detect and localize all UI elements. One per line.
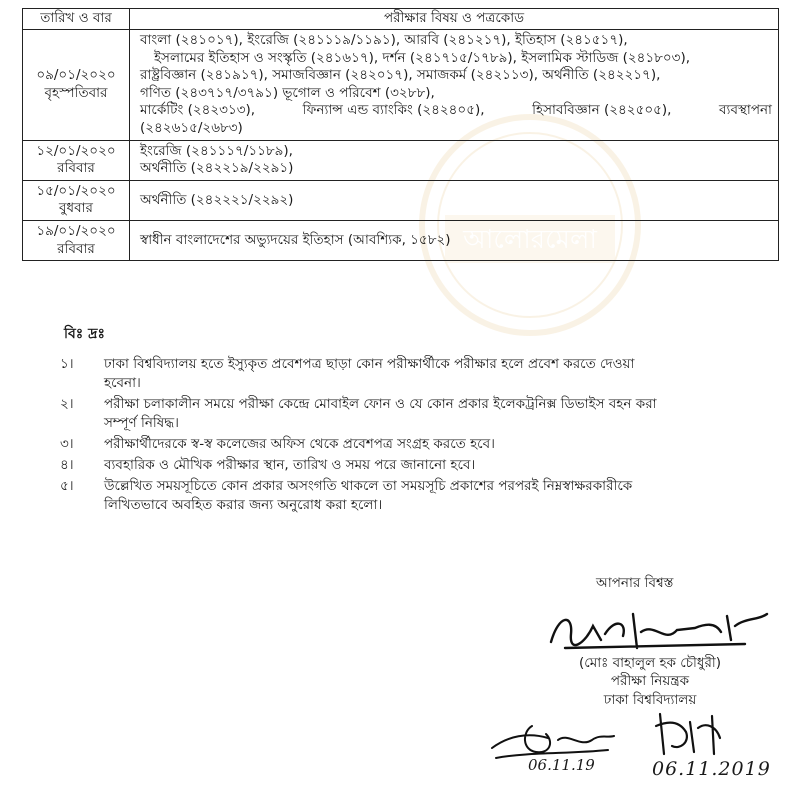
subject-item: হিসাববিজ্ঞান (২৪২৫০৫),	[532, 102, 672, 119]
column-header-subject: পরীক্ষার বিষয় ও পত্রকোড	[130, 9, 779, 30]
exam-date: ০৯/০১/২০২০	[36, 67, 116, 84]
exam-day: রবিবার	[57, 160, 95, 177]
initials-scribble-icon	[650, 708, 730, 760]
signatory-office: ঢাকা বিশ্ববিদ্যালয়	[603, 692, 697, 708]
subject-line: অর্থনীতি (২৪২২২১/২২৯২)	[140, 191, 294, 208]
handwritten-date: 06.11.19	[528, 756, 595, 774]
note-number: ১।	[60, 356, 74, 372]
subject-item: মার্কেটিং (২৪২৩১৩),	[140, 102, 256, 119]
note-number: ৪।	[60, 457, 74, 473]
subject-line: ইসলামের ইতিহাস ও সংস্কৃতি (২৪১৬১৭), দর্শন (২৪১৭১৫/১৭৮৯), ইসলামিক স্টাডিজ (২৪১৮০৩),	[154, 49, 691, 66]
note-number: ৩।	[60, 436, 74, 452]
date-cell	[23, 180, 130, 220]
note-text: হবেনা।	[104, 375, 141, 391]
date-cell	[23, 220, 130, 260]
date-cell	[23, 30, 130, 141]
list-item	[60, 435, 760, 454]
subject-line: ইংরেজি (২৪১১১৭/১১৮৯),	[140, 142, 293, 159]
note-number: ২।	[60, 396, 74, 412]
subject-cell	[130, 30, 779, 141]
exam-schedule-table	[22, 8, 779, 261]
signatory-name: (মোঃ বাহালুল হক চৌধুরী)	[578, 655, 722, 671]
closing-text: আপনার বিশ্বস্ত	[596, 575, 674, 591]
subject-line: অর্থনীতি (২৪২২১৯/২২৯১)	[140, 160, 294, 177]
table-row	[23, 180, 779, 220]
subject-line: (২৪২৬১৫/২৬৮৩)	[140, 119, 243, 136]
note-text: সম্পূর্ণ নিষিদ্ধ।	[104, 415, 179, 431]
table-row	[23, 140, 779, 180]
list-item	[60, 477, 760, 515]
exam-day: বুধবার	[59, 200, 93, 217]
table-row	[23, 220, 779, 260]
exam-day: বৃহস্পতিবার	[44, 84, 108, 101]
signatory-title: পরীক্ষা নিয়ন্ত্রক	[610, 673, 690, 689]
list-item	[60, 456, 760, 475]
note-text: পরীক্ষা চলাকালীন সময়ে পরীক্ষা কেন্দ্রে মোবাইল ফোন ও যে কোন প্রকার ইলেকট্রনিক্স ডিভাইস বহন করা	[104, 396, 657, 412]
subject-line: স্বাধীন বাংলাদেশের অভ্যুদয়ের ইতিহাস (আবশ্যিক, ১৫৮২)	[140, 231, 451, 248]
list-item	[60, 395, 760, 433]
subject-cell	[130, 140, 779, 180]
subject-item: ব্যবস্থাপনা	[719, 102, 772, 119]
date-cell	[23, 140, 130, 180]
subject-item: ফিন্যান্স এন্ড ব্যাংকিং (২৪২৪০৫),	[302, 102, 485, 119]
note-text: ঢাকা বিশ্ববিদ্যালয় হতে ইস্যুকৃত প্রবেশপত্র ছাড়া কোন পরীক্ষার্থীকে পরীক্ষার হলে প্রবেশ করতে দেওয়া	[104, 356, 635, 372]
subject-line: বাংলা (২৪১০১৭), ইংরেজি (২৪১১১৯/১১৯১), আরবি (২৪১২১৭), ইতিহাস (২৪১৫১৭),	[140, 32, 628, 48]
table-row	[23, 30, 779, 141]
subject-line: গণিত (২৪৩৭১৭/৩৭৯১) ভূগোল ও পরিবেশ (৩২৮৮),	[140, 84, 435, 101]
note-text: উল্লেখিত সময়সূচিতে কোন প্রকার অসংগতি থাকলে তা সময়সূচি প্রকাশের পরপরই নিম্নস্বাক্ষরকারীকে	[104, 478, 633, 494]
list-item	[60, 355, 760, 393]
exam-day: রবিবার	[57, 240, 95, 257]
svg-text:আলোরমেলা: আলোরমেলা	[463, 225, 597, 255]
notes-list	[60, 355, 760, 517]
subject-line	[140, 102, 772, 120]
signature-scribble-icon	[545, 604, 775, 654]
handwritten-date: 06.11.2019	[652, 758, 771, 780]
table-header-row	[23, 9, 779, 30]
column-header-date: তারিখ ও বার	[23, 9, 130, 30]
note-number: ৫।	[60, 478, 74, 494]
note-text: ব্যবহারিক ও মৌখিক পরীক্ষার স্থান, তারিখ ও সময় পরে জানানো হবে।	[104, 457, 476, 473]
exam-date: ১২/০১/২০২০	[36, 142, 116, 159]
subject-cell	[130, 220, 779, 260]
note-text: লিখিতভাবে অবহিত করার জন্য অনুরোধ করা হলো।	[104, 497, 383, 513]
subject-cell	[130, 180, 779, 220]
subject-line: রাষ্ট্রবিজ্ঞান (২৪১৯১৭), সমাজবিজ্ঞান (২৪২০১৭), সমাজকর্ম (২৪২১১৩), অর্থনীতি (২৪২২১৭),	[140, 67, 661, 84]
notes-title: বিঃ দ্রঃ	[64, 326, 105, 342]
note-text: পরীক্ষার্থীদেরকে স্ব-স্ব কলেজের অফিস থেকে প্রবেশপত্র সংগ্রহ করতে হবে।	[104, 436, 495, 452]
exam-date: ১৫/০১/২০২০	[36, 182, 116, 199]
exam-date: ১৯/০১/২০২০	[36, 222, 116, 239]
